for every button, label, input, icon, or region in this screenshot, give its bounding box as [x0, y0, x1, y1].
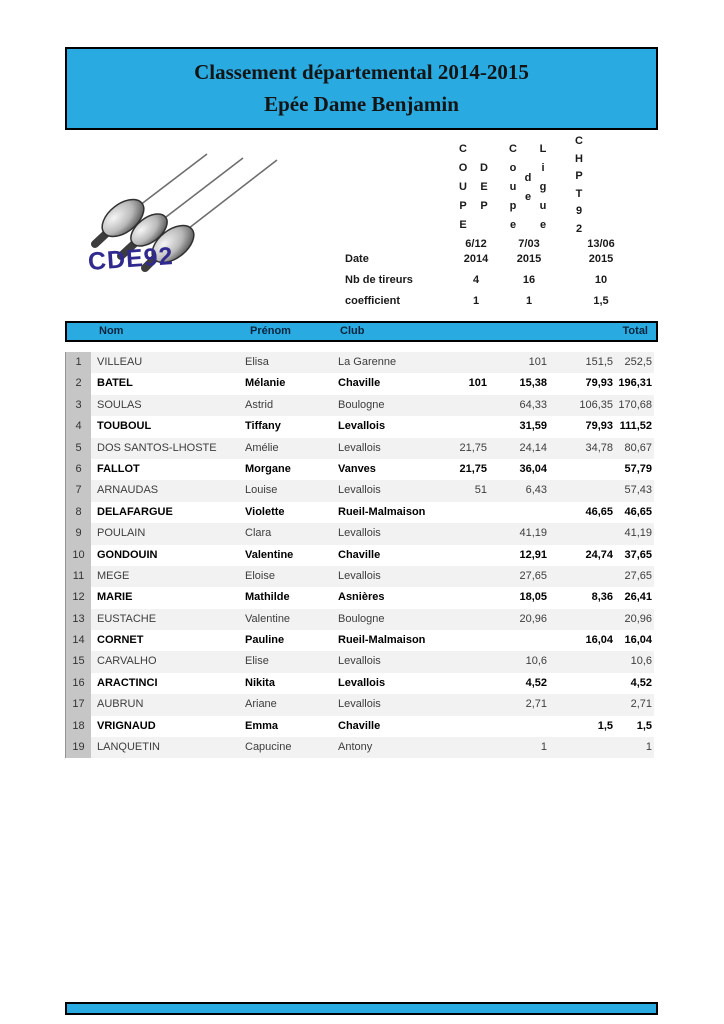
nom-cell: VRIGNAUD	[97, 719, 156, 732]
club-cell: Levallois	[338, 676, 386, 689]
event1-header-main: C O U P E	[458, 143, 468, 231]
score-coupe-ligue-cell: 24,14	[519, 441, 547, 454]
score-coupe-ligue-cell: 41,19	[519, 527, 547, 540]
nom-cell: DELAFARGUE	[97, 505, 173, 518]
rank-cell: 12	[65, 587, 91, 608]
score-coupe-ligue-cell: 64,33	[519, 398, 547, 411]
club-cell: Rueil-Malmaison	[338, 505, 426, 518]
total-cell: 41,19	[624, 527, 652, 540]
nom-cell: FALLOT	[97, 462, 140, 475]
nom-cell: LANQUETIN	[97, 741, 160, 754]
event2-coefficient: 1	[525, 295, 533, 307]
total-cell: 37,65	[624, 548, 652, 561]
nom-cell: ARACTINCI	[97, 676, 158, 689]
coefficient-label: coefficient	[345, 295, 401, 307]
score-chpt92-cell: 79,93	[585, 377, 613, 390]
nom-cell: CORNET	[97, 634, 144, 647]
rank-cell: 6	[65, 459, 91, 480]
club-cell: Boulogne	[338, 612, 385, 625]
club-cell: Rueil-Malmaison	[338, 634, 426, 647]
rank-cell: 18	[65, 716, 91, 737]
table-row	[65, 651, 654, 672]
club-cell: Chaville	[338, 377, 381, 390]
rank-cell: 15	[65, 651, 91, 672]
nom-cell: AUBRUN	[97, 698, 144, 711]
rank-cell: 17	[65, 694, 91, 715]
table-row	[65, 737, 654, 758]
table-row	[65, 587, 654, 608]
total-cell: 57,79	[624, 462, 652, 475]
table-row	[65, 566, 654, 587]
score-coupe-ligue-cell: 18,05	[519, 591, 547, 604]
score-coupe-ligue-cell: 2,71	[525, 698, 547, 711]
prenom-cell: Capucine	[245, 741, 292, 754]
score-chpt92-cell: 8,36	[591, 591, 613, 604]
table-row	[65, 438, 654, 459]
table-header-bar	[65, 321, 658, 342]
total-cell: 1	[645, 741, 652, 754]
prenom-cell: Nikita	[245, 676, 275, 689]
col-header-club: Club	[340, 325, 365, 337]
table-row	[65, 545, 654, 566]
club-cell: Boulogne	[338, 398, 385, 411]
event2-nb-tireurs: 16	[522, 274, 536, 286]
rank-cell: 4	[65, 416, 91, 437]
table-row	[65, 373, 654, 394]
event2-date: 7/03 2015	[516, 238, 542, 265]
total-cell: 20,96	[624, 612, 652, 625]
nom-cell: CARVALHO	[97, 655, 157, 668]
nom-cell: BATEL	[97, 377, 133, 390]
club-cell: Chaville	[338, 548, 381, 561]
score-coupe-ligue-cell: 6,43	[525, 484, 547, 497]
table-row	[65, 480, 654, 501]
table-row	[65, 502, 654, 523]
rank-cell: 10	[65, 545, 91, 566]
prenom-cell: Louise	[245, 484, 278, 497]
event1-date: 6/12 2014	[463, 238, 489, 265]
table-row	[65, 416, 654, 437]
total-cell: 10,6	[630, 655, 652, 668]
table-row	[65, 395, 654, 416]
nom-cell: GONDOUIN	[97, 548, 158, 561]
page-subtitle: Epée Dame Benjamin	[264, 92, 459, 116]
col-header-prenom: Prénom	[250, 325, 291, 337]
rank-cell: 13	[65, 609, 91, 630]
event2-header-mid: d e	[524, 172, 532, 203]
total-cell: 170,68	[618, 398, 652, 411]
col-header-total: Total	[622, 325, 648, 337]
event1-coefficient: 1	[472, 295, 480, 307]
total-cell: 26,41	[624, 591, 652, 604]
rank-cell: 19	[65, 737, 91, 758]
total-cell: 27,65	[624, 569, 652, 582]
table-row	[65, 459, 654, 480]
nb-tireurs-label: Nb de tireurs	[345, 274, 413, 286]
score-chpt92-cell: 24,74	[585, 548, 613, 561]
total-cell: 16,04	[624, 634, 652, 647]
total-cell: 111,52	[619, 420, 652, 433]
score-coupe-ligue-cell: 4,52	[525, 676, 547, 689]
prenom-cell: Valentine	[245, 612, 291, 625]
nom-cell: MEGE	[97, 569, 130, 582]
total-cell: 80,67	[624, 441, 652, 454]
event1-header-sub: D E P	[480, 162, 488, 212]
score-coupe-dep-cell: 21,75	[459, 441, 487, 454]
score-coupe-dep-cell: 101	[468, 377, 487, 390]
club-cell: Levallois	[338, 655, 381, 668]
total-cell: 252,5	[624, 356, 652, 368]
club-cell: Asnières	[338, 591, 385, 604]
prenom-cell: Morgane	[245, 462, 291, 475]
club-cell: La Garenne	[338, 356, 397, 368]
rank-cell: 11	[65, 566, 91, 587]
club-cell: Levallois	[338, 441, 381, 454]
score-coupe-dep-cell: 51	[474, 484, 487, 497]
event3-date: 13/06 2015	[587, 238, 615, 265]
prenom-cell: Mathilde	[245, 591, 290, 604]
club-cell: Antony	[338, 741, 373, 754]
prenom-cell: Valentine	[245, 548, 294, 561]
nom-cell: EUSTACHE	[97, 612, 157, 625]
cde92-logo-text: CDE92	[87, 242, 175, 276]
event3-coefficient: 1,5	[593, 295, 609, 307]
prenom-cell: Tiffany	[245, 420, 281, 433]
score-chpt92-cell: 46,65	[585, 505, 613, 518]
score-coupe-dep-cell: 21,75	[459, 462, 487, 475]
event1-nb-tireurs: 4	[472, 274, 480, 286]
footer-bar	[65, 1002, 658, 1015]
rank-cell: 2	[65, 373, 91, 394]
title-banner	[65, 47, 658, 130]
rank-cell: 9	[65, 523, 91, 544]
rank-cell: 1	[65, 352, 91, 373]
club-cell: Levallois	[338, 569, 381, 582]
club-cell: Levallois	[338, 527, 381, 540]
table-row	[65, 673, 654, 694]
prenom-cell: Clara	[245, 527, 272, 540]
club-cell: Chaville	[338, 719, 381, 732]
page-title: Classement départemental 2014-2015	[194, 60, 529, 84]
club-cell: Levallois	[338, 420, 386, 433]
total-cell: 1,5	[636, 719, 652, 732]
nom-cell: SOULAS	[97, 398, 142, 411]
prenom-cell: Ariane	[245, 698, 277, 711]
nom-cell: VILLEAU	[97, 356, 143, 368]
score-chpt92-cell: 151,5	[585, 356, 613, 368]
score-coupe-ligue-cell: 36,04	[519, 462, 547, 475]
score-chpt92-cell: 16,04	[585, 634, 613, 647]
rank-cell: 8	[65, 502, 91, 523]
ranking-table	[65, 352, 654, 758]
nom-cell: DOS SANTOS-LHOSTE	[97, 441, 217, 454]
total-cell: 46,65	[624, 505, 652, 518]
table-row	[65, 609, 654, 630]
club-cell: Vanves	[338, 462, 376, 475]
prenom-cell: Violette	[245, 505, 285, 518]
prenom-cell: Eloise	[245, 569, 275, 582]
event3-nb-tireurs: 10	[594, 274, 608, 286]
date-label: Date	[345, 253, 369, 265]
club-cell: Levallois	[338, 484, 381, 497]
rank-cell: 16	[65, 673, 91, 694]
score-chpt92-cell: 1,5	[597, 719, 613, 732]
nom-cell: ARNAUDAS	[97, 484, 159, 497]
score-coupe-ligue-cell: 31,59	[519, 420, 547, 433]
score-coupe-ligue-cell: 1	[540, 741, 547, 754]
score-coupe-ligue-cell: 101	[528, 356, 547, 368]
score-chpt92-cell: 34,78	[585, 441, 613, 454]
table-row	[65, 694, 654, 715]
event2-header-main: C o u p e	[509, 143, 517, 231]
total-cell: 196,31	[618, 377, 652, 390]
score-chpt92-cell: 106,35	[579, 398, 613, 411]
nom-cell: MARIE	[97, 591, 133, 604]
col-header-nom: Nom	[99, 325, 124, 337]
score-coupe-ligue-cell: 12,91	[519, 548, 547, 561]
nom-cell: TOUBOUL	[97, 420, 152, 433]
rank-cell: 5	[65, 438, 91, 459]
score-chpt92-cell: 79,93	[585, 420, 613, 433]
score-coupe-ligue-cell: 10,6	[525, 655, 547, 668]
total-cell: 4,52	[630, 676, 652, 689]
prenom-cell: Pauline	[245, 634, 285, 647]
total-cell: 57,43	[624, 484, 652, 497]
rank-cell: 3	[65, 395, 91, 416]
prenom-cell: Astrid	[245, 398, 274, 411]
prenom-cell: Mélanie	[245, 377, 286, 390]
score-coupe-ligue-cell: 20,96	[519, 612, 547, 625]
total-cell: 2,71	[630, 698, 652, 711]
prenom-cell: Elisa	[245, 356, 269, 368]
rank-cell: 7	[65, 480, 91, 501]
table-row	[65, 630, 654, 651]
club-cell: Levallois	[338, 698, 381, 711]
event3-header-main: C H P T 9 2	[575, 135, 583, 235]
table-row	[65, 716, 654, 737]
prenom-cell: Elise	[245, 655, 269, 668]
event2-header-sub: L i g u e	[539, 143, 547, 231]
score-coupe-ligue-cell: 27,65	[519, 569, 547, 582]
table-row	[65, 523, 654, 544]
prenom-cell: Emma	[245, 719, 279, 732]
prenom-cell: Amélie	[245, 441, 279, 454]
score-coupe-ligue-cell: 15,38	[519, 377, 547, 390]
table-row	[65, 352, 654, 373]
rank-cell: 14	[65, 630, 91, 651]
nom-cell: POULAIN	[97, 527, 146, 540]
